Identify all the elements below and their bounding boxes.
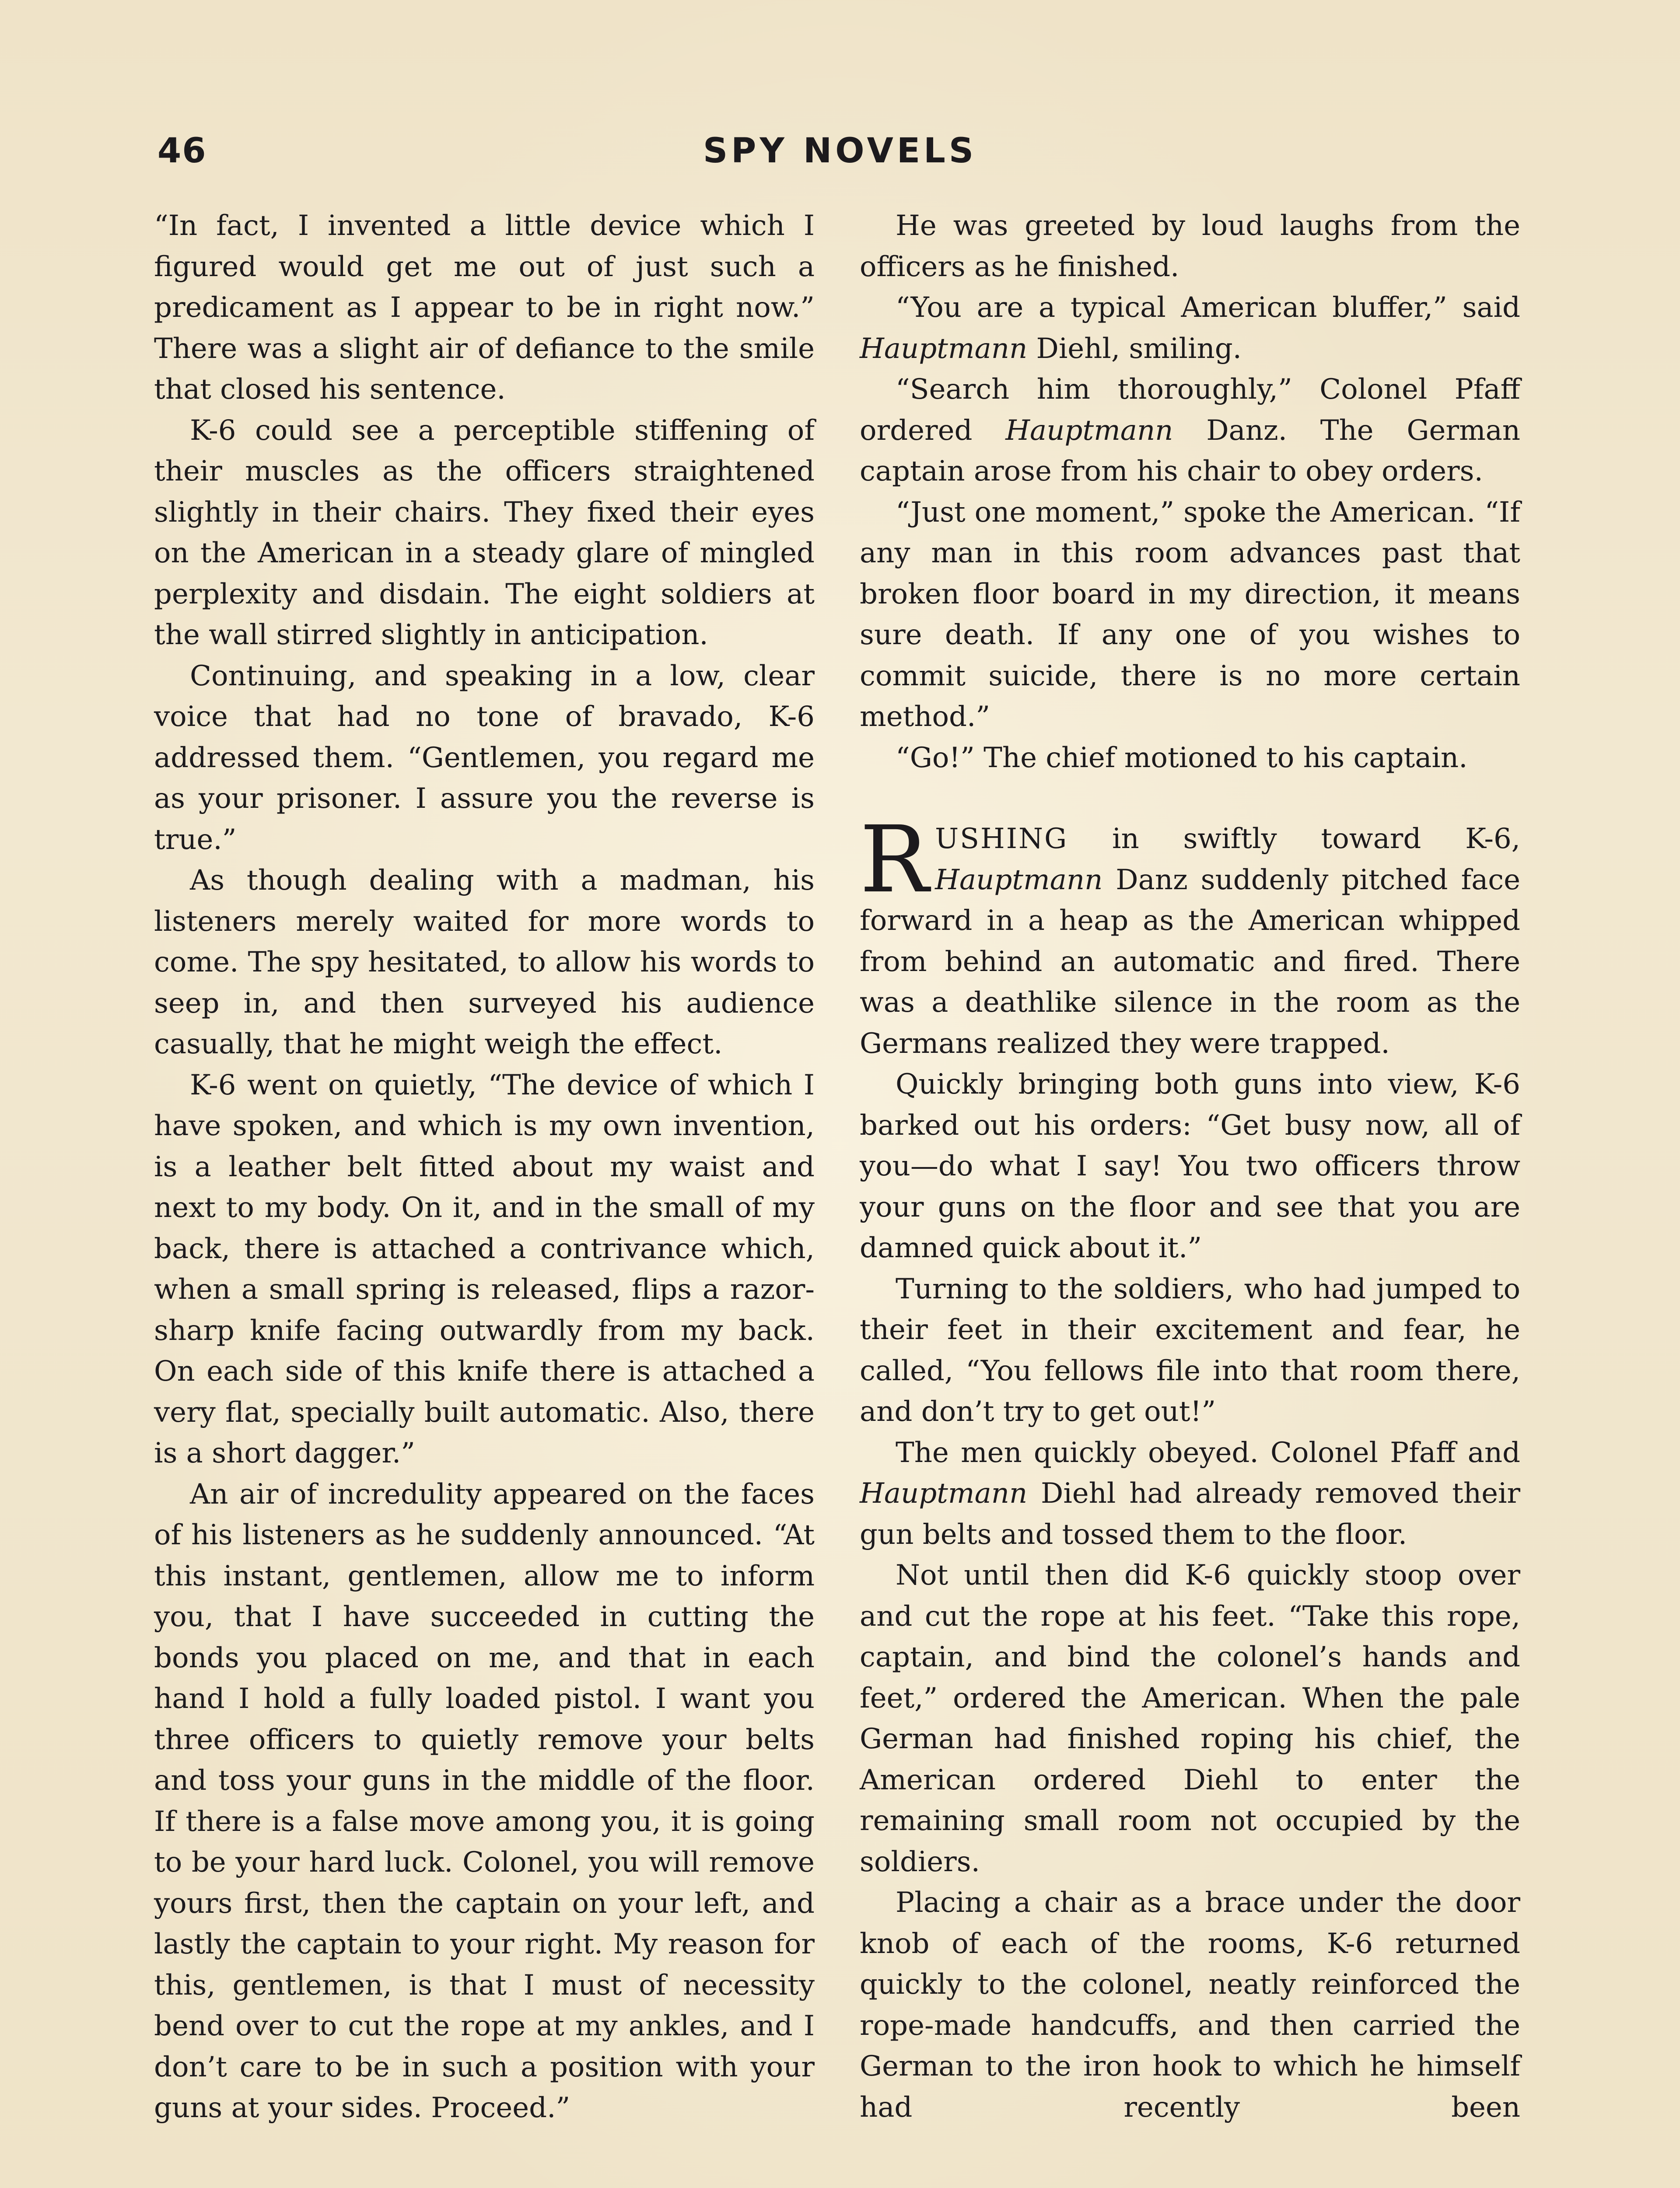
right-column: [860, 206, 1520, 2128]
italic-text: Hauptmann: [935, 863, 1103, 896]
page-number: 46: [158, 131, 207, 171]
italic-text: Hauptmann: [1005, 414, 1173, 447]
paragraph: [860, 288, 1520, 369]
text-run: “You are a typical American bluffer,” said: [896, 291, 1520, 324]
paragraph: “In fact, I invented a little device which I figured would get me out of just such a predicament as I appear to be in right now.” There was a slight air of defiance to the smile that closed his sentence.: [154, 210, 815, 406]
text-run: “Search him thoroughly,” Colonel Pfaff ordered: [860, 373, 1520, 447]
text-run: Danz suddenly pitched face forward in a heap as the American whipped from behind an automatic and fired. There was a deathlike silence in the room as the Germans realized they were trapped.: [860, 863, 1520, 1060]
text-run: Danz. The German captain arose from his chair to obey orders.: [860, 414, 1520, 487]
paragraph: An air of incredulity appeared on the faces of his listeners as he suddenly announced. “At this instant, gentlemen, allow me to inform you, that I have succeeded in cutting the bonds you placed on me, and that in each hand I hold a fully loaded pistol. I want you three officers to quietly remove your belts and toss your guns in the middle of the floor. If there is a false move among you, it is going to be your hard luck. Colonel, you will remove yours first, then the captain on your left, and lastly the captain to your right. My reason for this, gentlemen, is that I must of necessity bend over to cut the rope at my ankles, and I don’t care to be in such a position with your guns at your sides. Proceed.”: [154, 1478, 815, 2124]
paragraph: As though dealing with a madman, his listeners merely waited for more words to come. The spy hesitated, to allow his words to seep in, and then surveyed his audience casually, that he might weigh the effect.: [154, 864, 815, 1060]
text-run: The men quickly obeyed. Colonel Pfaff and: [896, 1436, 1520, 1469]
paragraph: K-6 could see a perceptible stiffening of their muscles as the officers straightened slightly in their chairs. They fixed their eyes on the American in a steady glare of mingled perplexity and disdain. The eight soldiers at the wall stirred slightly in anticipation.: [154, 414, 815, 651]
text-run: Diehl, smiling.: [1027, 332, 1242, 365]
drop-cap: R: [860, 806, 929, 913]
paragraph: K-6 went on quietly, “The device of which I have spoken, and which is my own invention, is a leather belt fitted about my waist and next to my body. On it, and in the small of my back, there is attached a contrivance which, when a small spring is released, flips a razor-sharp knife facing outwardly from my back. On each side of this knife there is attached a very flat, specially built automatic. Also, there is a short dagger.”: [154, 1069, 815, 1469]
paragraph: He was greeted by loud laughs from the officers as he finished.: [860, 210, 1520, 283]
paragraph: “Go!” The chief motioned to his captain.: [896, 741, 1468, 774]
paragraph: [860, 369, 1520, 492]
small-caps-lead: USHING: [935, 823, 1068, 855]
paragraph: Quickly bringing both guns into view, K-6 barked out his orders: “Get busy now, all of you—do what I say! You two officers throw your guns on the floor and see that you are damned quick about it.”: [860, 1068, 1520, 1264]
paragraph: Placing a chair as a brace under the door knob of each of the rooms, K-6 returned quickly to the colonel, neatly reinforced the rope-made handcuffs, and then carried the German to the iron hook to which he himself had recently been: [860, 1886, 1520, 2124]
italic-text: Hauptmann: [860, 1477, 1028, 1510]
italic-text: Hauptmann: [860, 332, 1028, 365]
left-column: [154, 206, 815, 2129]
paragraph: [860, 1433, 1520, 1556]
paragraph: [860, 806, 1520, 1064]
section-break: [860, 778, 1520, 819]
paragraph: Turning to the soldiers, who had jumped to their feet in their excitement and fear, he called, “You fellows file into that room there, and don’t try to get out!”: [860, 1273, 1520, 1428]
paragraph: Not until then did K-6 quickly stoop over and cut the rope at his feet. “Take this rope, captain, and bind the colonel’s hands and feet,” ordered the American. When the pale German had finished roping his chief, the American ordered Diehl to enter the remaining small room not occupied by the soldiers.: [860, 1559, 1520, 1878]
paragraph: Continuing, and speaking in a low, clear voice that had no tone of bravado, K-6 addressed them. “Gentlemen, you regard me as your prisoner. I assure you the reverse is true.”: [154, 659, 815, 856]
paragraph: “Just one moment,” spoke the American. “If any man in this room advances past that broken floor board in my direction, it means sure death. If any one of you wishes to commit suicide, there is no more certain method.”: [860, 496, 1520, 733]
running-head: SPY NOVELS: [703, 131, 977, 171]
text-run: in swiftly toward K-6,: [1068, 823, 1520, 855]
page-header: [158, 131, 1522, 179]
text-run: Diehl had already removed their gun belts and tossed them to the floor.: [860, 1477, 1520, 1551]
